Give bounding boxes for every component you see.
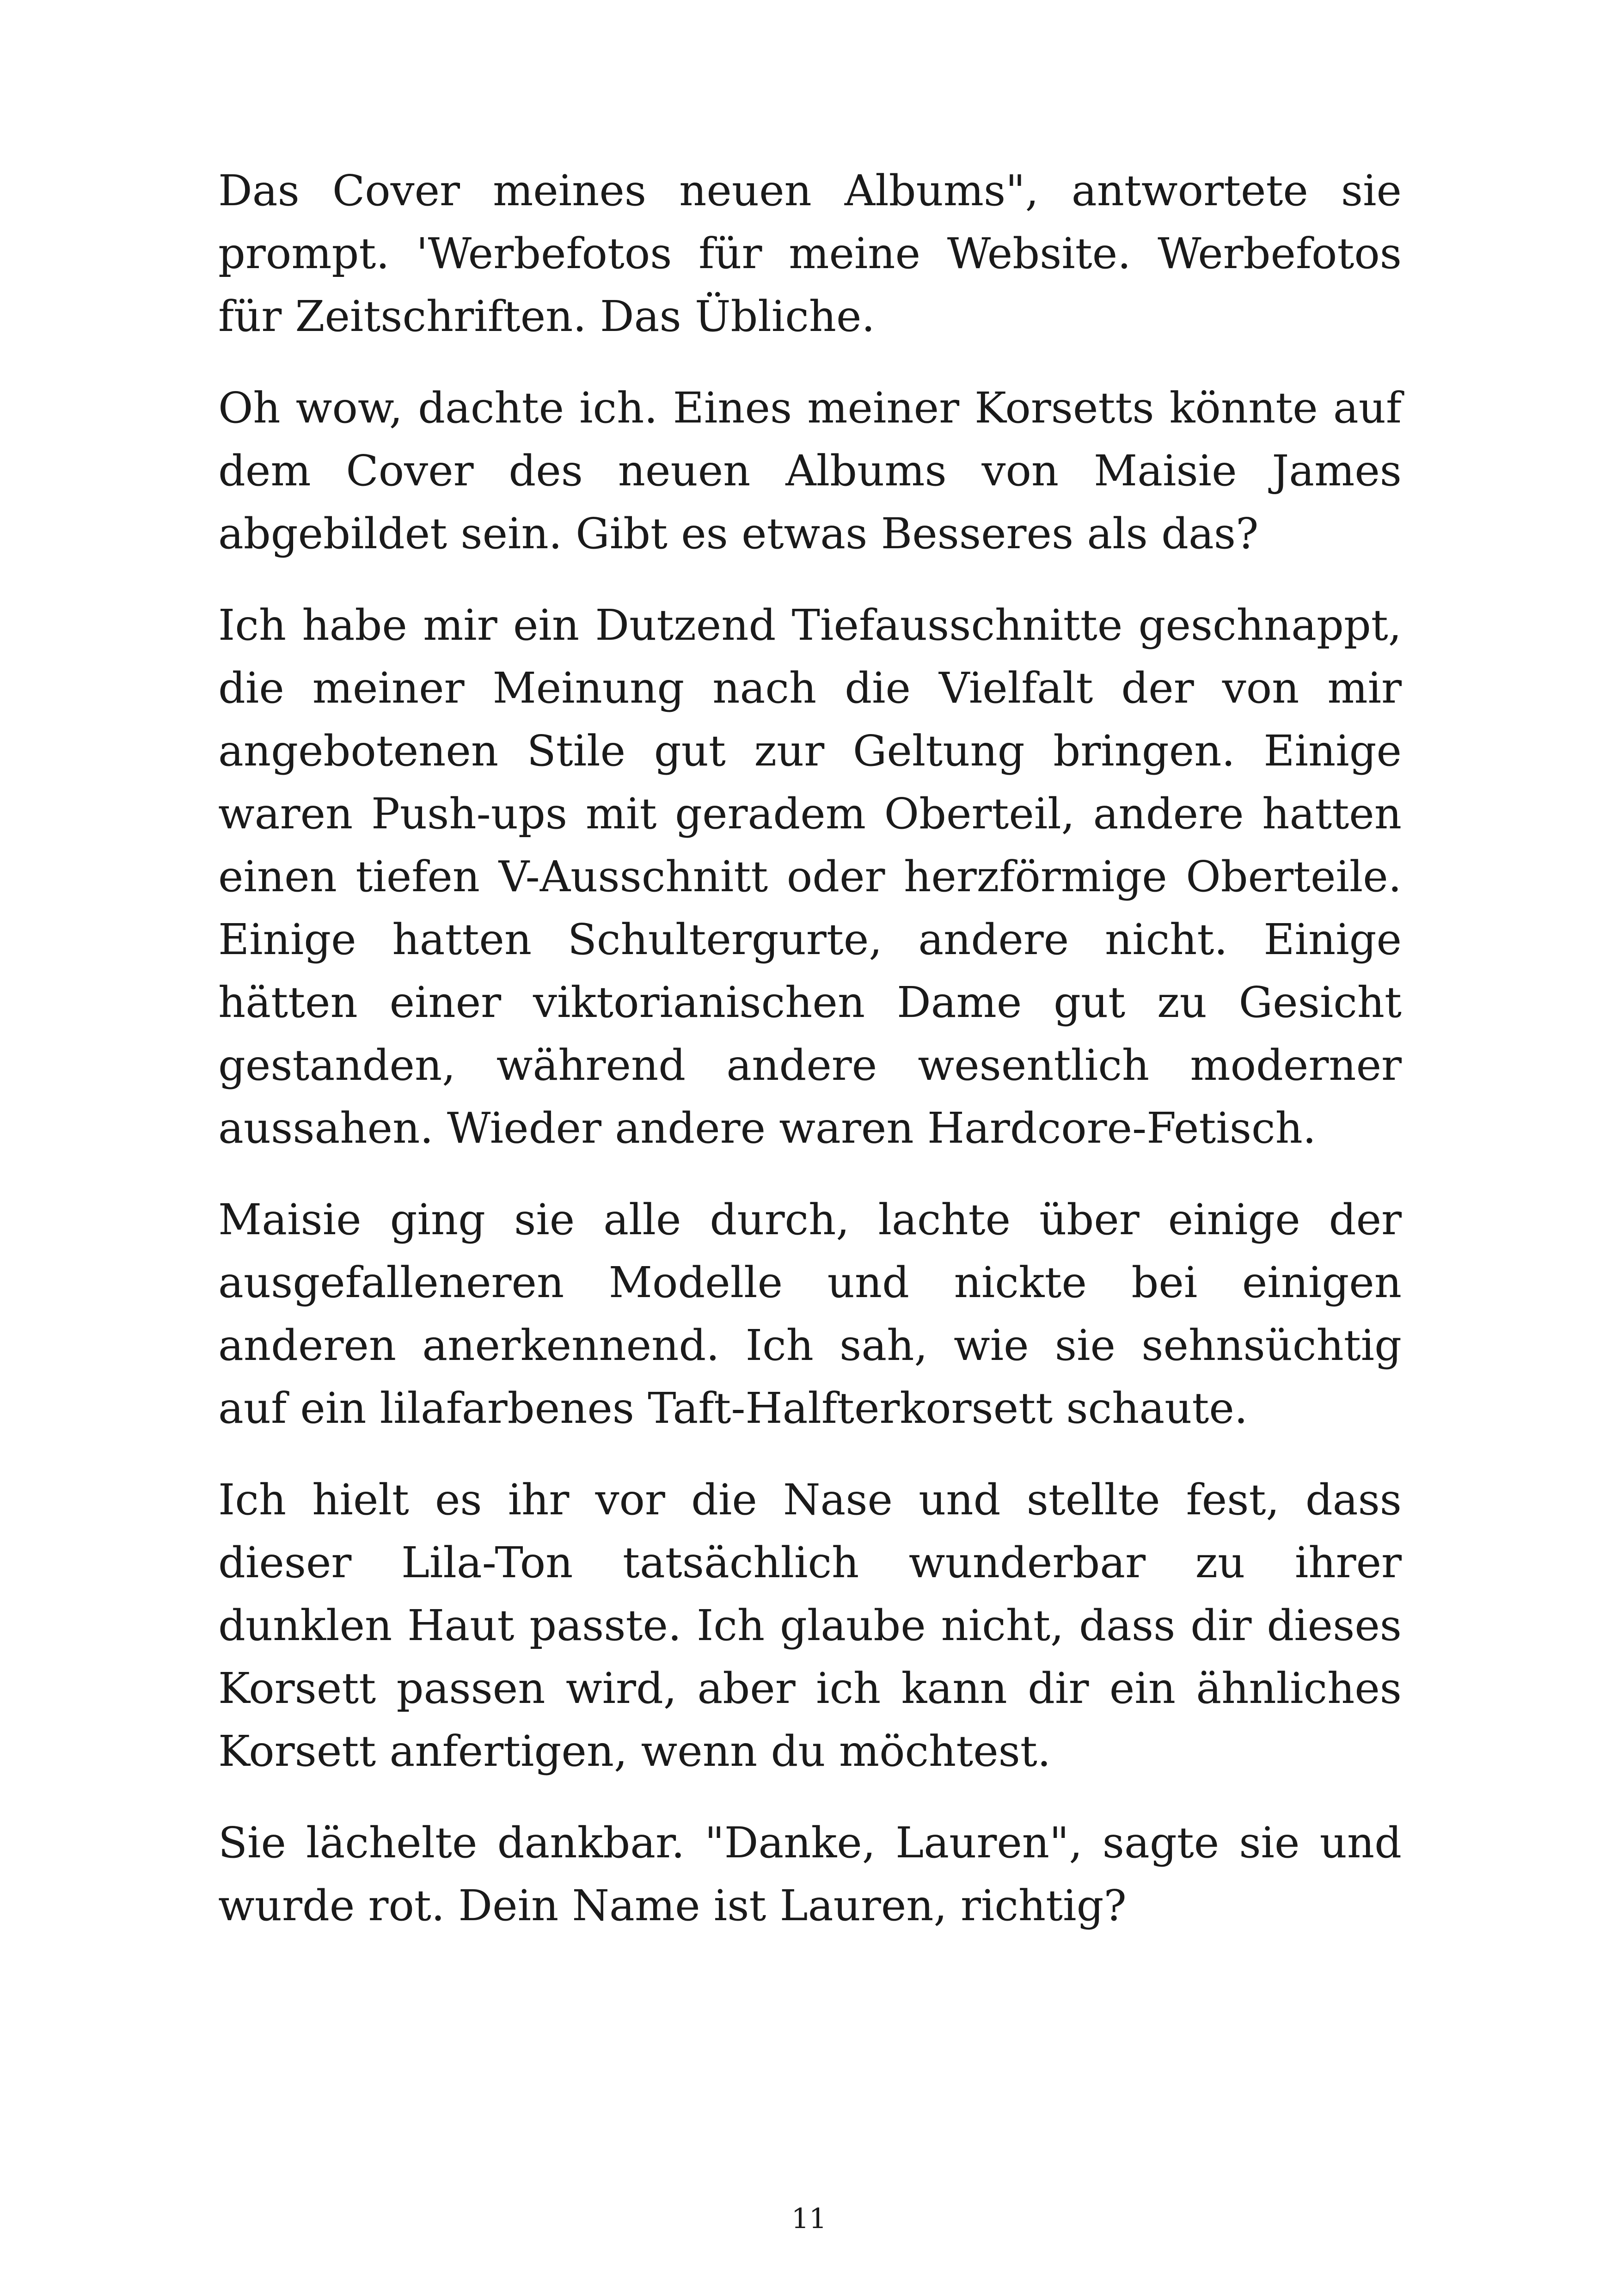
paragraph: Sie lächelte dankbar. "Danke, Lauren", sagte sie und wurde rot. Dein Name ist Lauren, richtig? [218, 1818, 1402, 1930]
paragraph: Maisie ging sie alle durch, lachte über einige der ausgefalleneren Modelle und nickte bei einigen anderen anerkennend. Ich sah, wie sie sehnsüchtig auf ein lilafarbenes Taft-Halfterkorsett schaute. [218, 1195, 1402, 1433]
paragraph: Oh wow, dachte ich. Eines meiner Korsetts könnte auf dem Cover des neuen Albums von Maisie James abgebildet sein. Gibt es etwas Besseres als das? [218, 383, 1402, 558]
body-text [218, 159, 1402, 1966]
page-number: 11 [791, 2203, 827, 2235]
paragraph: Ich hielt es ihr vor die Nase und stellte fest, dass dieser Lila-Ton tatsächlich wunderbar zu ihrer dunklen Haut passte. Ich glaube nicht, dass dir dieses Korsett passen wird, aber ich kann dir ein ähnliches Korsett anfertigen, wenn du möchtest. [218, 1475, 1402, 1776]
paragraph: Ich habe mir ein Dutzend Tiefausschnitte geschnappt, die meiner Meinung nach die Vielfalt der von mir angebotenen Stile gut zur Geltung bringen. Einige waren Push-ups mit geradem Oberteil, andere hatten einen tiefen V-Ausschnitt oder herzförmige Oberteile. Einige hatten Schultergurte, andere nicht. Einige hätten einer viktorianischen Dame gut zu Gesicht gestanden, während andere wesentlich moderner aussahen. Wieder andere waren Hardcore-Fetisch. [218, 600, 1402, 1153]
paragraph: Das Cover meines neuen Albums", antwortete sie prompt. 'Werbefotos für meine Website. Werbefotos für Zeitschriften. Das Übliche. [218, 166, 1402, 341]
